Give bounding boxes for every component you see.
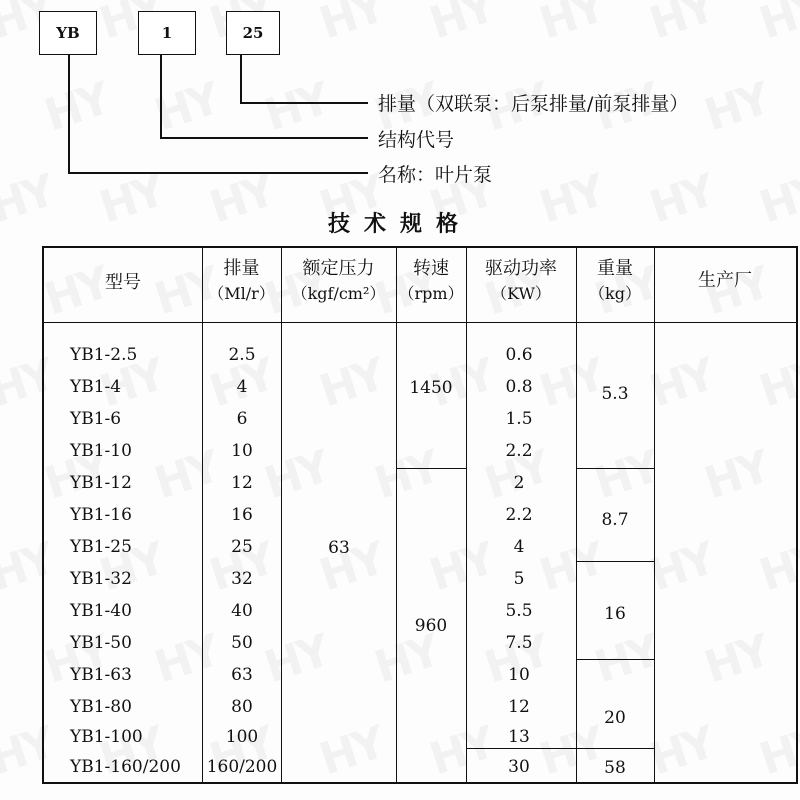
- cell-model: YB1-40: [70, 601, 132, 621]
- header-power: 驱动功率 （KW）: [485, 258, 557, 303]
- cell-power: 1.5: [505, 409, 533, 429]
- cell-model: YB1-2.5: [70, 345, 138, 365]
- cell-weight-group: 58: [604, 758, 626, 778]
- cell-model: YB1-12: [70, 473, 132, 493]
- spec-table: [42, 246, 798, 784]
- cell-power: 12: [508, 697, 530, 717]
- cell-displacement: 63: [231, 665, 253, 685]
- cell-displacement: 12: [231, 473, 253, 493]
- cell-model: YB1-6: [70, 409, 122, 429]
- watermark-mark: [754, 0, 800, 49]
- header-displacement: 排量 （Ml/r）: [208, 258, 275, 303]
- code-box-displacement: 25: [226, 11, 280, 55]
- cell-displacement: 80: [231, 697, 253, 717]
- legend-structure-code: 结构代号: [378, 129, 455, 151]
- cell-power: 2.2: [505, 441, 533, 461]
- cell-power: 5.5: [505, 601, 533, 621]
- code-box-series: YB: [39, 11, 97, 55]
- cell-power: 30: [508, 757, 530, 777]
- cell-model: YB1-10: [70, 441, 132, 461]
- cell-displacement: 4: [236, 377, 248, 397]
- cell-power: 2: [513, 473, 525, 493]
- cell-power: 10: [508, 665, 530, 685]
- cell-power: 13: [508, 727, 530, 747]
- cell-model: YB1-32: [70, 569, 132, 589]
- cell-power: 5: [513, 569, 525, 589]
- cell-displacement: 50: [231, 633, 253, 653]
- cell-pressure: 63: [328, 538, 350, 558]
- legend-name: 名称：叶片泵: [378, 164, 493, 186]
- cell-displacement: 100: [225, 727, 259, 747]
- watermark-mark: [314, 0, 389, 49]
- cell-weight-group: 20: [604, 708, 626, 728]
- legend-displacement: 排量（双联泵：后泵排量/前泵排量）: [378, 93, 689, 115]
- header-maker: 生产厂: [698, 270, 752, 291]
- cell-model: YB1-63: [70, 665, 132, 685]
- cell-power: 0.8: [505, 377, 533, 397]
- watermark-mark: [424, 0, 499, 49]
- spec-title: 技术规格: [327, 212, 472, 237]
- cell-power: 4: [513, 537, 525, 557]
- cell-displacement: 25: [231, 537, 253, 557]
- cell-displacement: 2.5: [228, 345, 256, 365]
- cell-speed-group: 960: [414, 616, 448, 636]
- cell-displacement: 16: [231, 505, 253, 525]
- cell-model: YB1-25: [70, 537, 132, 557]
- cell-displacement: 10: [231, 441, 253, 461]
- cell-speed-group: 1450: [409, 378, 453, 398]
- watermark-mark: [39, 74, 114, 142]
- cell-weight-group: 16: [604, 604, 626, 624]
- code-box-structure: 1: [138, 11, 196, 55]
- cell-weight-group: 8.7: [601, 510, 629, 530]
- cell-power: 7.5: [505, 633, 533, 653]
- cell-model: YB1-160/200: [70, 757, 181, 777]
- watermark-mark: [534, 0, 609, 49]
- cell-model: YB1-80: [70, 697, 132, 717]
- cell-displacement: 40: [231, 601, 253, 621]
- cell-model: YB1-4: [70, 377, 122, 397]
- header-weight: 重量 （kg）: [589, 258, 641, 303]
- cell-displacement: 160/200: [206, 757, 278, 777]
- cell-model: YB1-50: [70, 633, 132, 653]
- watermark-mark: [644, 0, 719, 49]
- cell-power: 2.2: [505, 505, 533, 525]
- header-speed: 转速 （rpm）: [398, 258, 464, 303]
- watermark-mark: [699, 74, 774, 142]
- cell-displacement: 6: [236, 409, 248, 429]
- cell-model: YB1-100: [70, 727, 143, 747]
- header-model: 型号: [105, 272, 141, 293]
- cell-displacement: 32: [231, 569, 253, 589]
- header-pressure: 额定压力 （kgf/cm²）: [291, 258, 386, 303]
- cell-weight-group: 5.3: [601, 384, 629, 404]
- cell-model: YB1-16: [70, 505, 132, 525]
- watermark-mark: [259, 74, 334, 142]
- cell-power: 0.6: [505, 345, 533, 365]
